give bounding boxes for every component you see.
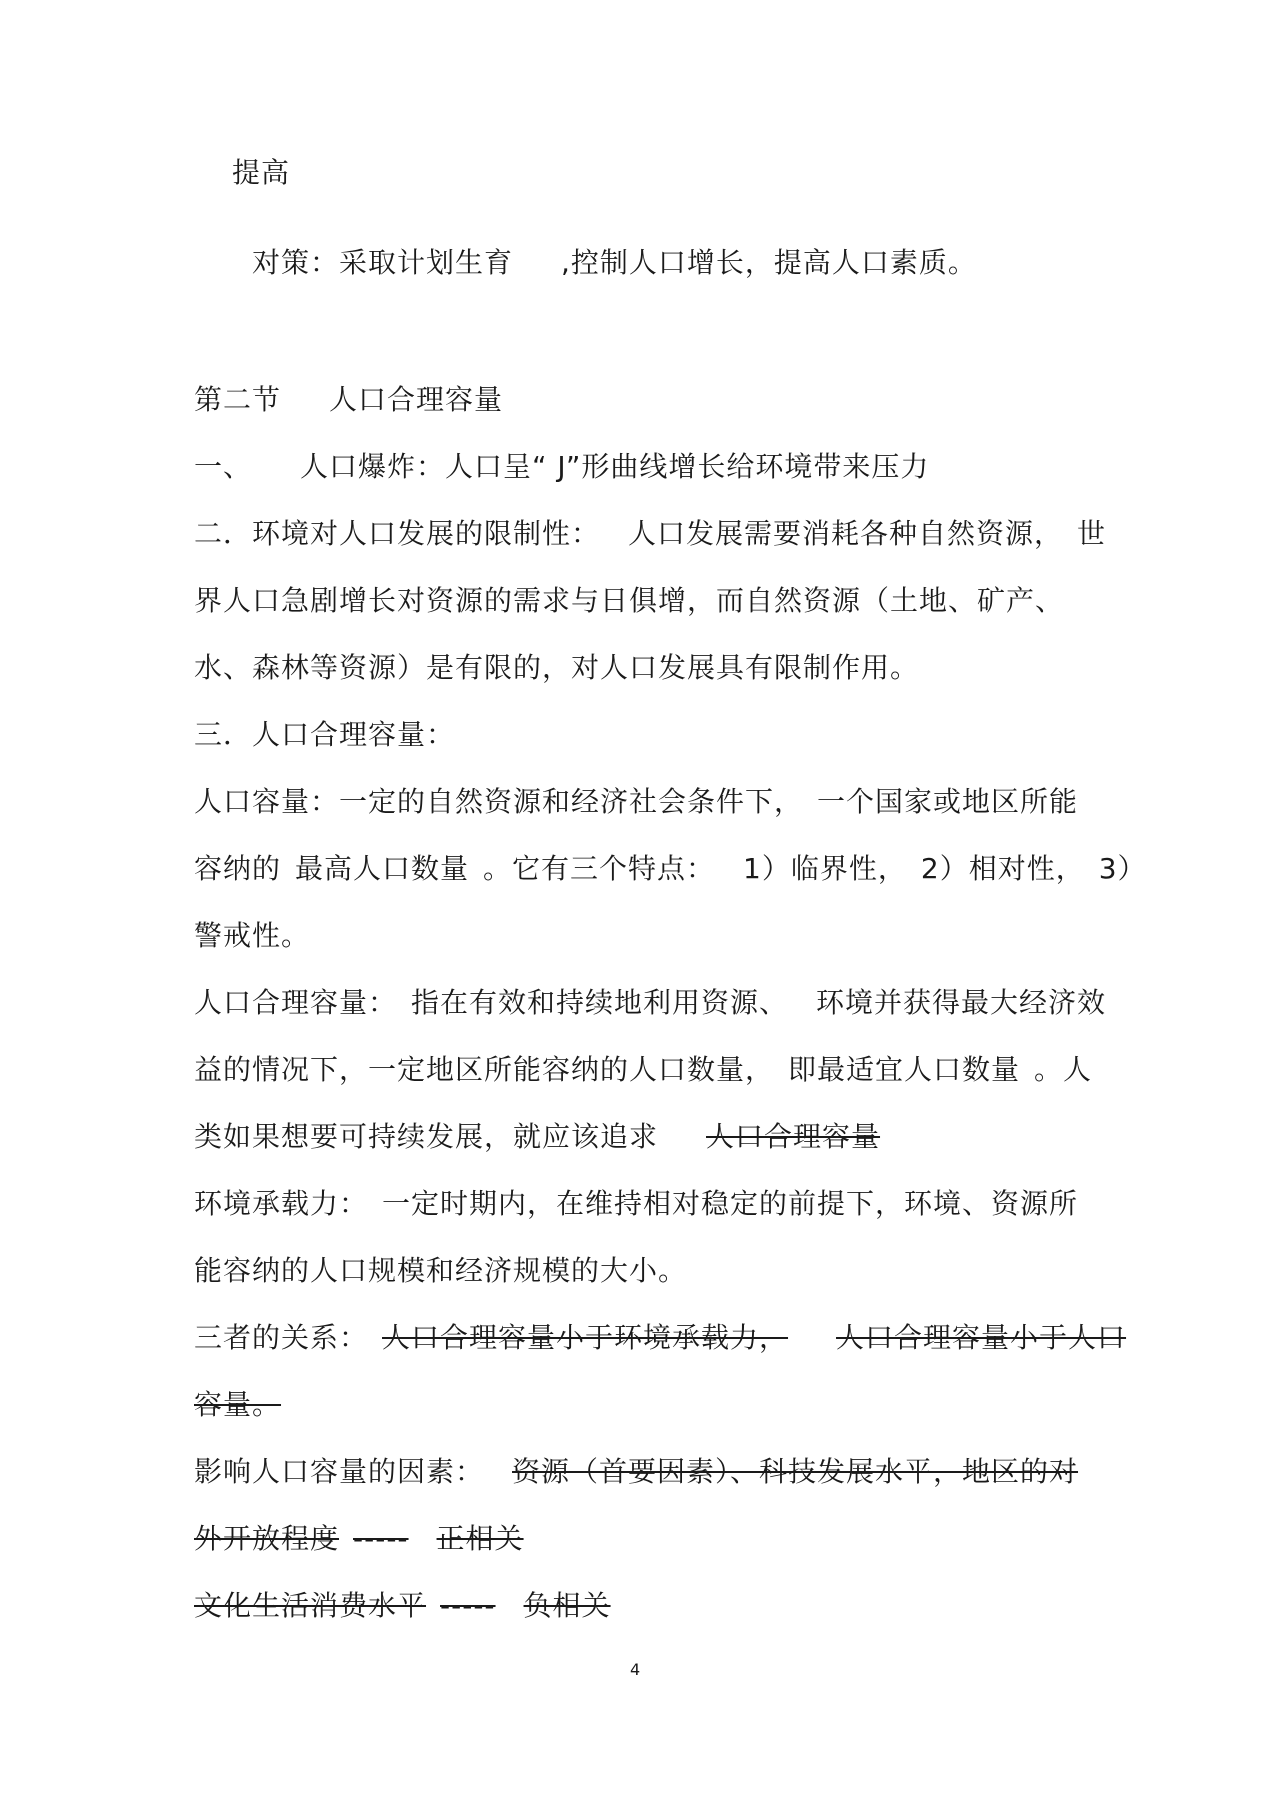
struck-text-segment: 文化生活消费水平	[194, 1589, 427, 1622]
text-line	[194, 1589, 611, 1623]
section-heading	[194, 383, 503, 417]
text-line	[194, 919, 310, 953]
text-segment: 一个国家或地区所能	[817, 785, 1079, 818]
text-segment: 3）	[1098, 852, 1147, 885]
struck-text-segment: 外开放程度	[194, 1522, 340, 1555]
struck-text-segment: 负相关	[523, 1589, 611, 1622]
text-line	[194, 584, 1064, 618]
text-line	[194, 517, 1106, 551]
text-line	[252, 246, 977, 280]
text-line	[194, 651, 919, 685]
section-title: 人口合理容量	[329, 383, 504, 416]
struck-text-segment: 人口合理容量	[706, 1120, 881, 1153]
text-line	[194, 1187, 1078, 1221]
text-segment: 三者的关系：	[194, 1321, 369, 1354]
struck-text-segment: -----	[440, 1589, 496, 1622]
page-number: 4	[630, 1660, 641, 1679]
text-line	[194, 450, 929, 484]
text-segment: 界人口急剧增长对资源的需求与日俱增，而自然资源（土地、矿产、	[194, 584, 1065, 617]
text-segment: 1）临界性，	[743, 852, 907, 885]
text-line	[232, 156, 290, 190]
struck-text-segment: 容量。	[194, 1388, 282, 1421]
struck-text-segment: 正相关	[436, 1522, 524, 1555]
text-line	[194, 1053, 1092, 1087]
text-segment: 三．人口合理容量：	[194, 718, 456, 751]
text-segment: 2）相对性，	[920, 852, 1085, 885]
struck-text-segment: 人口合理容量小于人口	[836, 1321, 1127, 1354]
text-segment: 一定时期内，在维持相对稳定的前提下，环境、资源所	[382, 1187, 1079, 1220]
text-segment: 最高人口数量	[295, 852, 470, 885]
struck-text-segment: 资源（首要因素）、科技发展水平，地区的对	[512, 1455, 1079, 1488]
text-segment: 提高	[232, 156, 291, 189]
text-segment: 对策：采取计划生育	[252, 246, 514, 279]
text-segment: 影响人口容量的因素：	[194, 1455, 485, 1488]
text-segment: 水、森林等资源）是有限的，对人口发展具有限制作用。	[194, 651, 920, 684]
text-segment: 。人	[1034, 1053, 1093, 1086]
text-segment: 容纳的	[194, 852, 282, 885]
text-segment: 。它有三个特点：	[483, 852, 716, 885]
text-segment: 人口爆炸：人口呈“ J”形曲线增长给环境带来压力	[300, 450, 930, 483]
text-line	[194, 986, 1106, 1020]
text-segment: 环境并获得最大经济效	[816, 986, 1107, 1019]
text-line	[194, 1120, 880, 1154]
text-line	[194, 785, 1078, 819]
text-segment: 能容纳的人口规模和经济规模的大小。	[194, 1254, 688, 1287]
text-segment: 人口发展需要消耗各种自然资源，	[628, 517, 1064, 550]
text-segment: 警戒性。	[194, 919, 311, 952]
text-segment: 指在有效和持续地利用资源、	[411, 986, 789, 1019]
text-segment: 即最适宜人口数量	[788, 1053, 1021, 1086]
text-segment: 环境承载力：	[194, 1187, 369, 1220]
text-line	[194, 1321, 1126, 1355]
text-line	[194, 1522, 524, 1556]
text-segment: 人口容量：一定的自然资源和经济社会条件下，	[194, 785, 804, 818]
section-number: 第二节	[194, 383, 282, 416]
text-line	[194, 718, 455, 752]
text-segment: 二．环境对人口发展的限制性：	[194, 517, 601, 550]
text-segment: ,控制人口增长，提高人口素质。	[561, 246, 977, 279]
struck-text-segment: -----	[353, 1522, 409, 1555]
text-line	[194, 852, 1147, 886]
text-segment: 类如果想要可持续发展，就应该追求	[194, 1120, 659, 1153]
text-segment: 益的情况下，一定地区所能容纳的人口数量，	[194, 1053, 775, 1086]
text-segment: 世	[1077, 517, 1107, 550]
text-segment: 人口合理容量：	[194, 986, 398, 1019]
struck-text-segment: 人口合理容量小于环境承载力，	[382, 1321, 789, 1354]
text-segment: 一、	[194, 450, 253, 483]
text-line	[194, 1254, 687, 1288]
text-line	[194, 1455, 1078, 1489]
text-line	[194, 1388, 281, 1422]
